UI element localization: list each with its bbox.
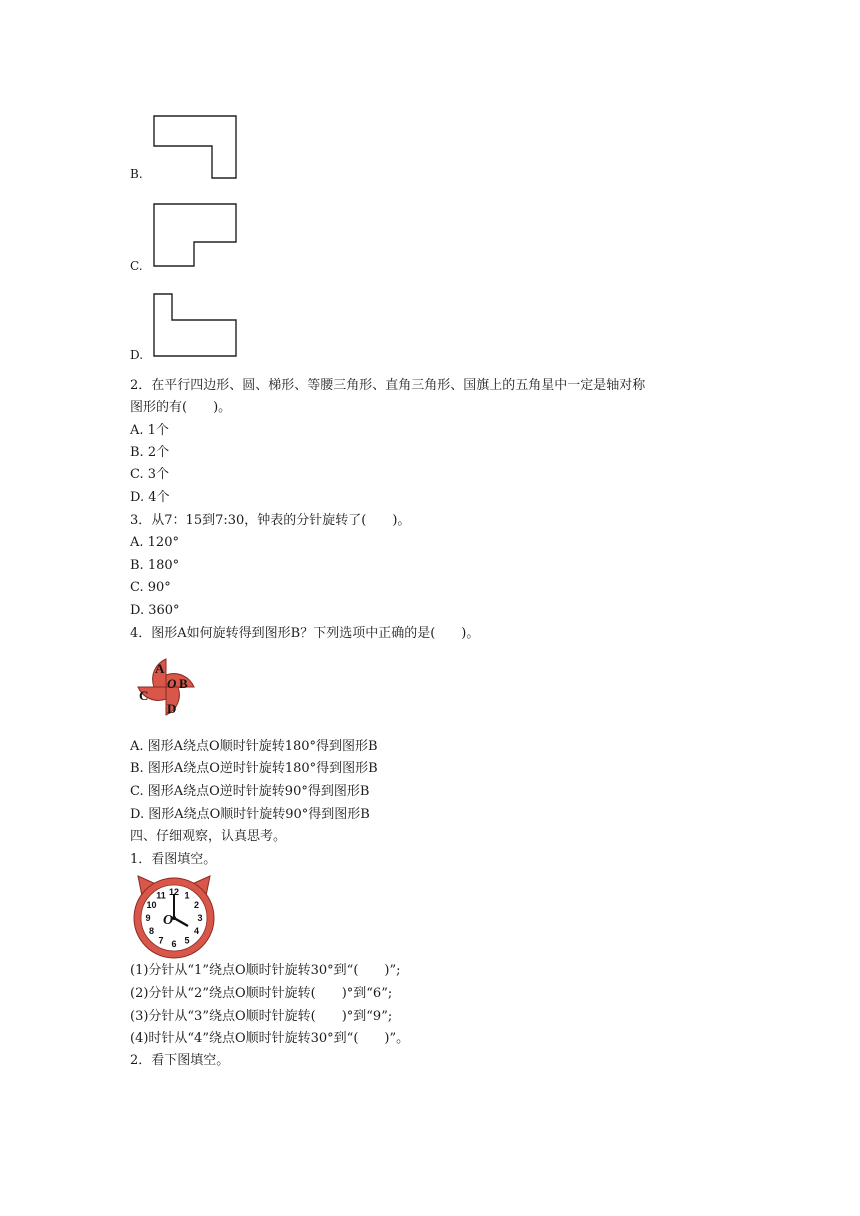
q4-option-c: C. 图形A绕点O逆时针旋转90°得到图形B (130, 784, 370, 799)
option-b-shape (152, 112, 242, 184)
clock-number-11: 11 (156, 890, 166, 901)
option-b-label: B. (130, 167, 143, 181)
q2-text-line2: 图形的有( )。 (130, 400, 232, 415)
clock-number-3: 3 (197, 913, 203, 923)
section4-heading: 四、仔细观察，认真思考。 (130, 829, 287, 844)
q4-option-a: A. 图形A绕点O顺时针旋转180°得到图形B (130, 739, 378, 754)
q4-text: 4．图形A如何旋转得到图形B？下列选项中正确的是( )。 (130, 626, 480, 641)
clock-number-12: 12 (168, 887, 180, 897)
clock-number-1: 1 (184, 890, 190, 901)
label-o: O (167, 676, 177, 691)
label-d: D (167, 701, 177, 716)
q3-option-d: D. 360° (130, 603, 180, 618)
q3-option-b: B. 180° (130, 558, 180, 573)
section4-q1-item3: (3)分针从“3”绕点O顺时针旋转( )°到“9”; (130, 1009, 393, 1024)
pinwheel-figure (128, 653, 204, 723)
q3-text: 3．从7：15到7:30，钟表的分针旋转了( )。 (130, 513, 411, 528)
clock-number-5: 5 (184, 935, 190, 946)
q2-option-c: C. 3个 (130, 467, 170, 482)
section4-q2-title: 2．看下图填空。 (130, 1053, 230, 1068)
label-b: B (179, 676, 188, 691)
q2-text-line1: 2．在平行四边形、圆、梯形、等腰三角形、直角三角形、国旗上的五角星中一定是轴对称 (130, 378, 646, 393)
clock-number-6: 6 (171, 939, 177, 949)
clock-number-9: 9 (145, 913, 151, 923)
q2-option-a: A. 1个 (130, 423, 169, 438)
section4-q1-item2: (2)分针从“2”绕点O顺时针旋转( )°到“6”; (130, 986, 393, 1001)
q4-option-b: B. 图形A绕点O逆时针旋转180°得到图形B (130, 761, 378, 776)
section4-q1-title: 1．看图填空。 (130, 852, 217, 867)
q2-option-d: D. 4个 (130, 490, 170, 505)
clock-number-4: 4 (193, 926, 200, 936)
label-a: A (155, 661, 165, 676)
label-c: C (139, 688, 149, 703)
option-c-shape (152, 200, 242, 272)
option-c-label: C. (130, 259, 143, 273)
q4-option-d: D. 图形A绕点O顺时针旋转90°得到图形B (130, 807, 370, 822)
clock-number-7: 7 (158, 935, 164, 946)
clock-center-label: O (162, 913, 174, 928)
option-d-label: D. (130, 348, 144, 362)
clock-number-2: 2 (193, 900, 200, 910)
q3-option-c: C. 90° (130, 580, 171, 595)
clock-figure (128, 872, 220, 960)
clock-number-8: 8 (148, 926, 155, 936)
clock-number-10: 10 (146, 900, 157, 910)
q3-option-a: A. 120° (130, 535, 179, 550)
q2-option-b: B. 2个 (130, 445, 170, 460)
section4-q1-item4: (4)时针从“4”绕点O顺时针旋转30°到“( )”。 (130, 1031, 410, 1046)
option-d-shape (152, 290, 242, 362)
section4-q1-item1: (1)分针从“1”绕点O顺时针旋转30°到“( )”; (130, 963, 401, 978)
